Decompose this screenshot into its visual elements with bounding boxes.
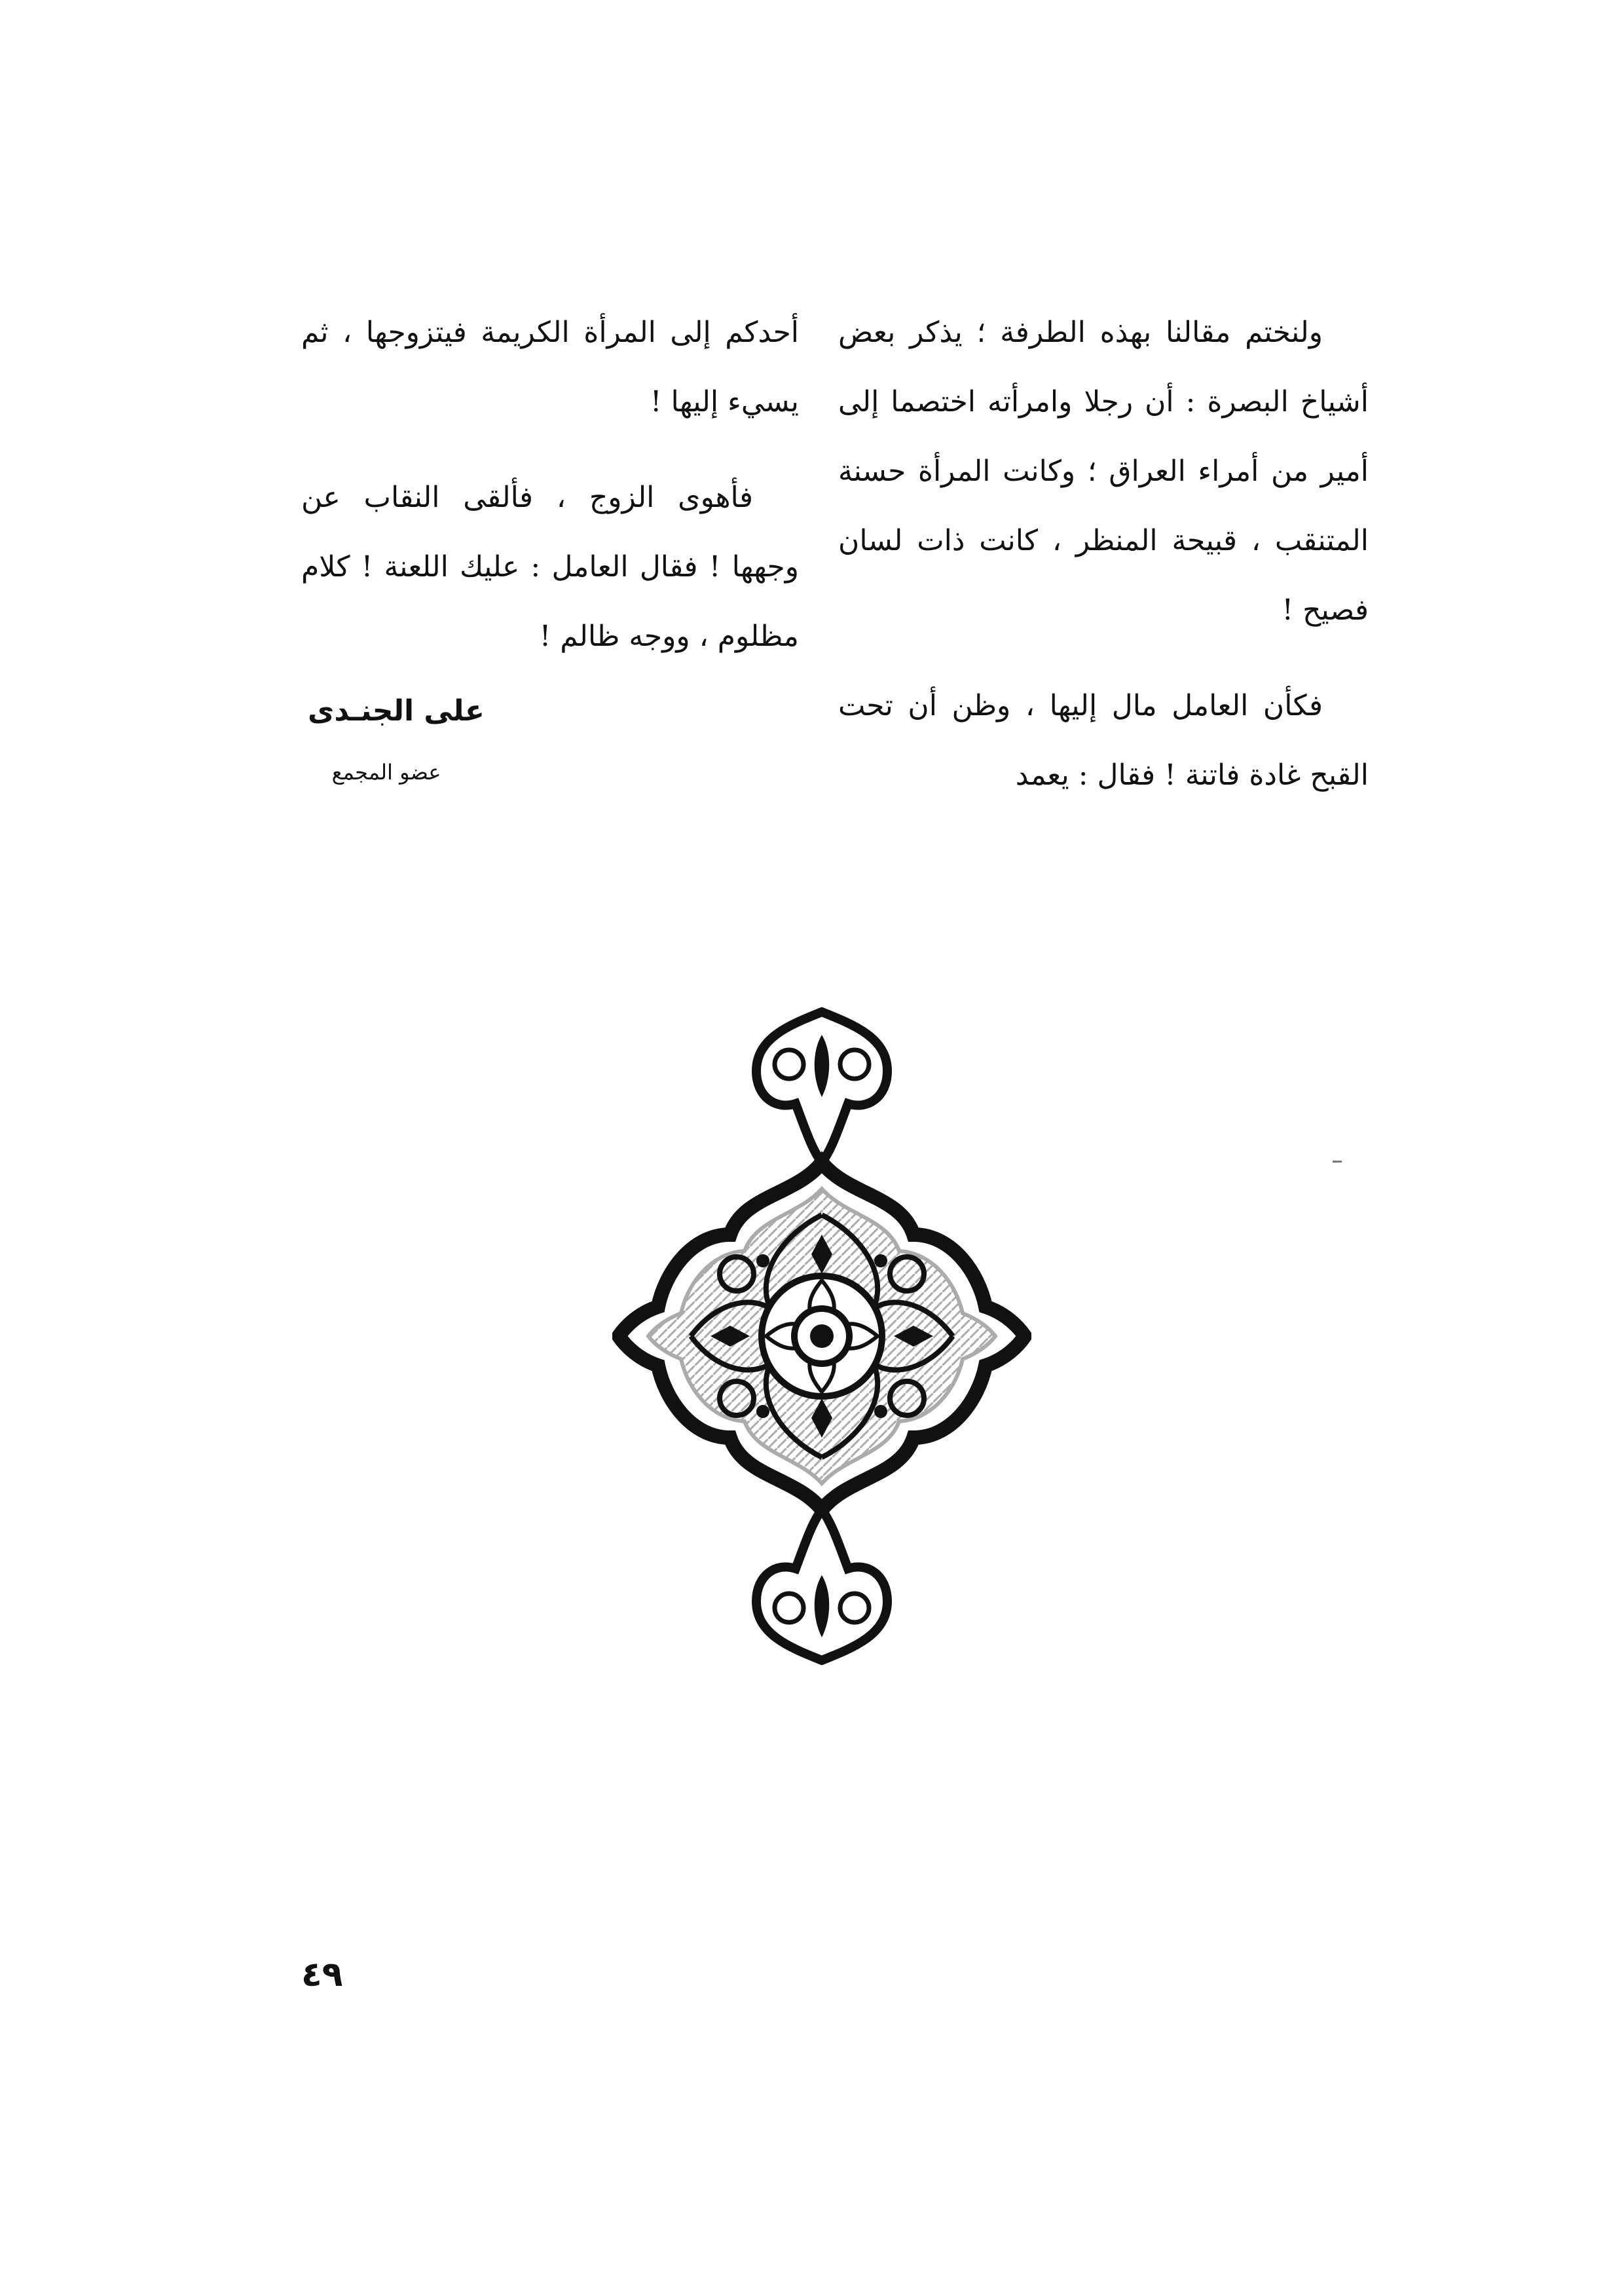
- bottom-finial: [756, 1510, 887, 1660]
- print-speck: [1333, 1161, 1342, 1163]
- arabesque-medallion-icon: [612, 999, 1031, 1673]
- paragraph: أحدكم إلى المرأة الكريمة فيتزوجها ، ثم يسيء إليها !: [301, 316, 799, 419]
- author-name: على الجنـدى: [308, 694, 485, 728]
- paragraph: فكأن العامل مال إليها ، وظن أن تحت القبح غادة فاتنة ! فقال : يعمد: [838, 689, 1369, 792]
- article-column-left: [301, 298, 799, 671]
- top-finial: [756, 1012, 887, 1163]
- medallion-body: [619, 1163, 1025, 1510]
- paragraph: فأهوى الزوج ، فألقى النقاب عن وجهها ! فقال العامل : عليك اللعنة ! كلام مظلوم ، ووجه ظالم !: [301, 481, 799, 653]
- author-title: عضو المجمع: [331, 760, 441, 785]
- page-number: ٤٩: [301, 1955, 343, 1994]
- article-column-right: [838, 298, 1369, 810]
- paragraph: ولنختم مقالنا بهذه الطرفة ؛ يذكر بعض أشياخ البصرة : أن رجلا وامرأته اختصما إلى أمير من أمراء العراق ؛ وكانت المرأة حسنة المتنقب ، قبيحة المنظر ، كانت ذات لسان فصيح !: [838, 316, 1369, 627]
